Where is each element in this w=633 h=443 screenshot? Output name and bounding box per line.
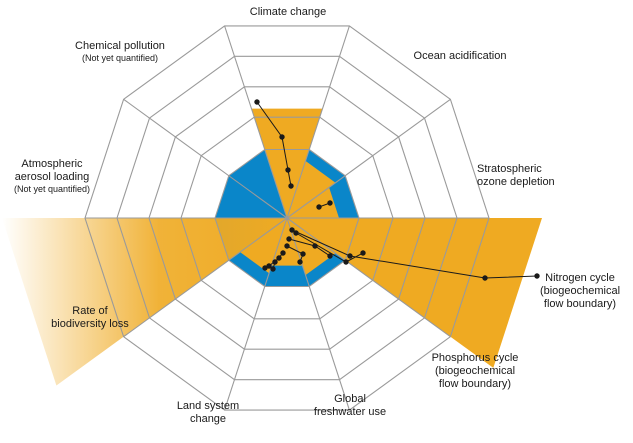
trend-point-6-3 — [297, 259, 302, 264]
label-ocean-acidification: Ocean acidification — [413, 50, 507, 62]
trend-point-6-1 — [284, 243, 289, 248]
trend-point-5-2 — [312, 243, 317, 248]
trend-point-5-1 — [286, 236, 291, 241]
label-land-system-change: Land system change — [176, 400, 240, 425]
trend-point-2-2 — [316, 204, 321, 209]
label-aerosol-loading: Atmospheric aerosol loading (Not yet quantified) — [13, 158, 91, 194]
trend-point-7-1 — [280, 250, 285, 255]
trend-point-5-3 — [327, 253, 332, 258]
label-nitrogen-cycle: Nitrogen cycle (biogeochemical flow boundary) — [539, 272, 621, 310]
trend-point-6-2 — [300, 251, 305, 256]
trend-point-2-1 — [327, 200, 332, 205]
trend-point-3-3 — [482, 275, 487, 280]
trend-point-1-2 — [279, 134, 284, 139]
trend-point-3-2 — [347, 253, 352, 258]
label-chemical-pollution: Chemical pollution (Not yet quantified) — [75, 40, 165, 63]
trend-point-1-3 — [285, 167, 290, 172]
trend-point-8-3 — [262, 265, 267, 270]
trend-point-1-1 — [254, 99, 259, 104]
wedge-nitrogen — [287, 218, 542, 368]
label-ozone-depletion: Stratospheric ozone depletion — [477, 163, 555, 188]
boundary-wedges — [2, 109, 542, 386]
trend-point-8-1 — [276, 255, 281, 260]
trend-point-1-4 — [288, 183, 293, 188]
label-phosphorus-cycle: Phosphorus cycle (biogeochemical flow boundary) — [431, 352, 519, 390]
label-climate-change: Climate change — [249, 6, 327, 18]
trend-point-4-1 — [293, 230, 298, 235]
label-biodiversity-loss: Rate of biodiversity loss — [51, 305, 129, 330]
label-freshwater-use: Global freshwater use — [313, 393, 387, 418]
trend-point-4-2 — [343, 259, 348, 264]
trend-point-4-3 — [360, 250, 365, 255]
